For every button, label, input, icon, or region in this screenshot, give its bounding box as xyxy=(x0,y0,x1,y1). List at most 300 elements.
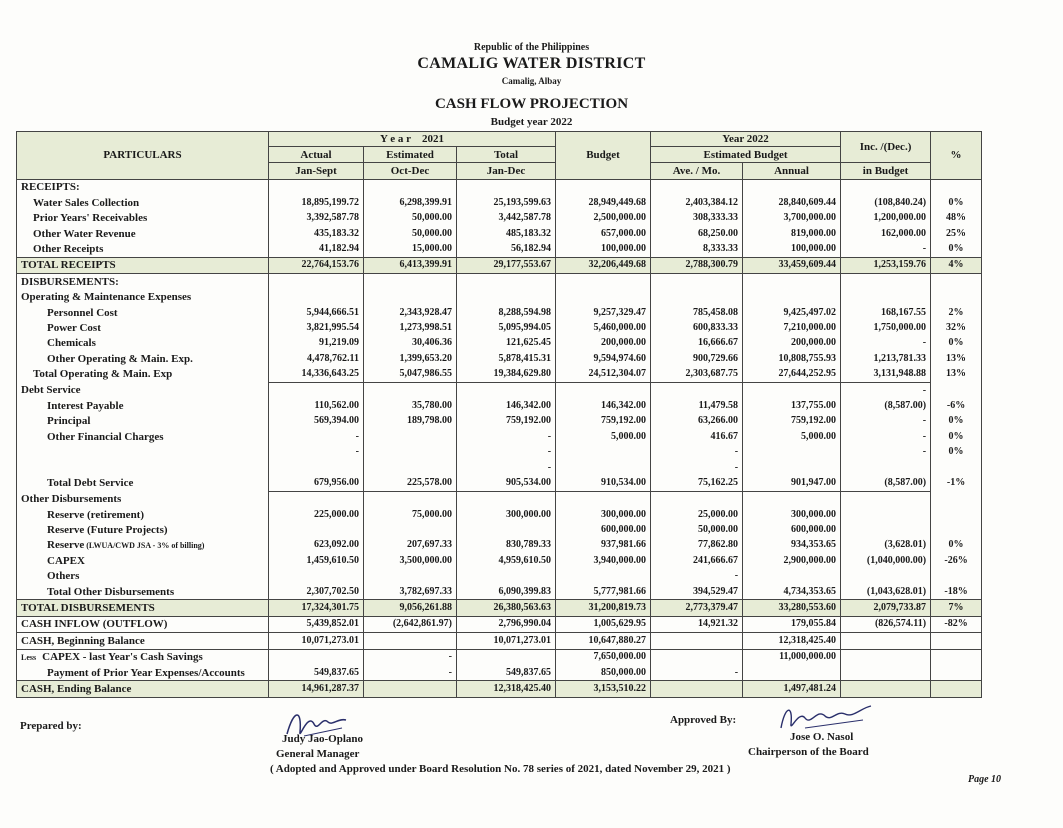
ave-mo-cell: 2,403,384.12 xyxy=(651,195,743,210)
row-label-text: Other Water Revenue xyxy=(33,227,136,240)
table-row xyxy=(17,351,982,366)
row-label xyxy=(17,429,269,444)
in-budget-header: in Budget xyxy=(841,163,931,179)
table-row xyxy=(17,649,982,665)
estimated-cell: 2,343,928.47 xyxy=(364,305,457,320)
table-row xyxy=(17,211,982,226)
inc-dec-cell: 1,200,000.00 xyxy=(841,211,931,226)
annual-cell: 819,000.00 xyxy=(743,226,841,241)
row-label xyxy=(17,366,269,382)
pct-header: % xyxy=(931,132,982,180)
row-label-text: Water Sales Collection xyxy=(33,196,140,209)
table-row xyxy=(17,398,982,413)
actual-cell: 41,182.94 xyxy=(269,241,364,257)
ave-mo-cell: 16,666.67 xyxy=(651,336,743,351)
annual-cell: 28,840,609.44 xyxy=(743,195,841,210)
actual-cell: 18,895,199.72 xyxy=(269,195,364,210)
budget-header: Budget xyxy=(556,132,651,180)
table-row xyxy=(17,444,982,459)
annual-cell: 7,210,000.00 xyxy=(743,320,841,335)
pct-cell xyxy=(931,179,982,195)
actual-cell xyxy=(269,491,364,507)
annual-cell xyxy=(743,444,841,459)
row-label xyxy=(17,569,269,584)
ave-mo-cell: - xyxy=(651,444,743,459)
budget-cell xyxy=(556,444,651,459)
row-label xyxy=(17,382,269,398)
annual-cell: 137,755.00 xyxy=(743,398,841,413)
estimated-cell: 6,298,399.91 xyxy=(364,195,457,210)
pct-cell xyxy=(931,382,982,398)
actual-header: Actual xyxy=(269,147,364,163)
row-label xyxy=(17,584,269,600)
budget-cell xyxy=(556,179,651,195)
inc-dec-cell: 1,213,781.33 xyxy=(841,351,931,366)
row-label-text: RECEIPTS: xyxy=(21,181,80,194)
actual-cell: 14,336,643.25 xyxy=(269,366,364,382)
pct-cell xyxy=(931,274,982,290)
annual-cell: 10,808,755.93 xyxy=(743,351,841,366)
table-row xyxy=(17,491,982,507)
approved-by-label: Approved By: xyxy=(670,714,737,726)
actual-cell xyxy=(269,179,364,195)
inc-dec-cell: (8,587.00) xyxy=(841,475,931,491)
actual-cell: 14,961,287.37 xyxy=(269,681,364,697)
estimated-cell xyxy=(364,569,457,584)
estimated-cell: 3,500,000.00 xyxy=(364,553,457,568)
table-row xyxy=(17,382,982,398)
total-cell: 5,878,415.31 xyxy=(457,351,556,366)
annual-cell: 759,192.00 xyxy=(743,414,841,429)
inc-dec-cell xyxy=(841,491,931,507)
annual-cell: 11,000,000.00 xyxy=(743,649,841,665)
total-cell: 830,789.33 xyxy=(457,538,556,553)
table-row xyxy=(17,290,982,305)
estimated-cell: 1,273,998.51 xyxy=(364,320,457,335)
actual-cell: - xyxy=(269,429,364,444)
actual-cell: 549,837.65 xyxy=(269,665,364,681)
pct-cell: 0% xyxy=(931,241,982,257)
budget-cell xyxy=(556,491,651,507)
row-label xyxy=(17,274,269,290)
estimated-cell: 3,782,697.33 xyxy=(364,584,457,600)
estimated-cell: 5,047,986.55 xyxy=(364,366,457,382)
row-label-text: Operating & Maintenance Expenses xyxy=(21,291,192,304)
inc-dec-cell: (826,574.11) xyxy=(841,616,931,632)
budget-cell: 5,777,981.66 xyxy=(556,584,651,600)
row-label-text: CAPEX xyxy=(47,554,85,567)
budget-cell: 31,200,819.73 xyxy=(556,600,651,616)
inc-dec-cell xyxy=(841,179,931,195)
actual-period-header: Jan-Sept xyxy=(269,163,364,179)
pct-cell: 25% xyxy=(931,226,982,241)
inc-dec-cell xyxy=(841,507,931,522)
row-label-text: DISBURSEMENTS: xyxy=(21,275,119,288)
pct-cell xyxy=(931,491,982,507)
row-label xyxy=(17,414,269,429)
inc-dec-cell xyxy=(841,681,931,697)
row-label xyxy=(17,226,269,241)
budget-cell: 28,949,449.68 xyxy=(556,195,651,210)
budget-cell: 5,460,000.00 xyxy=(556,320,651,335)
budget-cell: 10,647,880.27 xyxy=(556,633,651,649)
estimated-cell: (2,642,861.97) xyxy=(364,616,457,632)
estimated-cell xyxy=(364,290,457,305)
row-label xyxy=(17,491,269,507)
row-label xyxy=(17,320,269,335)
budget-cell: 100,000.00 xyxy=(556,241,651,257)
table-header xyxy=(17,132,982,180)
actual-cell: 5,439,852.01 xyxy=(269,616,364,632)
total-period-header: Jan-Dec xyxy=(457,163,556,179)
row-label-text: TOTAL RECEIPTS xyxy=(21,259,116,272)
row-label xyxy=(17,507,269,522)
ave-mo-cell: 241,666.67 xyxy=(651,553,743,568)
actual-cell: 3,392,587.78 xyxy=(269,211,364,226)
district-name: CAMALIG WATER DISTRICT xyxy=(417,55,646,72)
row-label-text: Total Debt Service xyxy=(47,477,134,490)
row-label-text: Reserve (retirement) xyxy=(47,508,145,521)
year-2021-label: Y e a r xyxy=(379,133,412,145)
actual-cell xyxy=(269,522,364,537)
estimated-cell: 75,000.00 xyxy=(364,507,457,522)
actual-cell: 569,394.00 xyxy=(269,414,364,429)
annual-cell xyxy=(743,569,841,584)
pct-cell: 0% xyxy=(931,195,982,210)
estimated-cell: 35,780.00 xyxy=(364,398,457,413)
total-cell xyxy=(457,179,556,195)
table-row xyxy=(17,681,982,697)
table-row xyxy=(17,274,982,290)
row-label-text: Reserve xyxy=(47,538,85,551)
row-label xyxy=(17,553,269,568)
budget-year: Budget year 2022 xyxy=(490,116,573,128)
ave-mo-cell: 416.67 xyxy=(651,429,743,444)
actual-cell xyxy=(269,649,364,665)
row-label xyxy=(17,538,269,553)
row-label-prefix: Less xyxy=(21,652,37,662)
table-row xyxy=(17,522,982,537)
annual-cell xyxy=(743,382,841,398)
inc-dec-cell: 162,000.00 xyxy=(841,226,931,241)
annual-cell: 9,425,497.02 xyxy=(743,305,841,320)
table-row xyxy=(17,195,982,210)
row-label-text: CASH, Beginning Balance xyxy=(21,634,145,647)
inc-dec-header: Inc. /(Dec.) xyxy=(841,132,931,163)
table-row xyxy=(17,600,982,616)
row-label xyxy=(17,616,269,632)
estimated-period-header: Oct-Dec xyxy=(364,163,457,179)
total-cell: 905,534.00 xyxy=(457,475,556,491)
estimated-cell: 9,056,261.88 xyxy=(364,600,457,616)
ave-mo-cell: 63,266.00 xyxy=(651,414,743,429)
row-label-text: Chemicals xyxy=(47,337,96,350)
table-row xyxy=(17,241,982,257)
row-label-text: Principal xyxy=(47,415,91,428)
row-label-text: Power Cost xyxy=(47,321,101,334)
pct-cell xyxy=(931,507,982,522)
budget-cell: 7,650,000.00 xyxy=(556,649,651,665)
actual-cell: 5,944,666.51 xyxy=(269,305,364,320)
total-cell: 25,193,599.63 xyxy=(457,195,556,210)
table-row xyxy=(17,460,982,475)
row-label xyxy=(17,336,269,351)
row-label xyxy=(17,649,269,665)
pct-cell xyxy=(931,290,982,305)
estimated-cell: 6,413,399.91 xyxy=(364,257,457,273)
ave-mo-cell: 900,729.66 xyxy=(651,351,743,366)
table-row xyxy=(17,320,982,335)
inc-dec-cell xyxy=(841,274,931,290)
estimated-cell xyxy=(364,274,457,290)
approver-name: Jose O. Nasol xyxy=(790,731,854,743)
estimated-cell xyxy=(364,429,457,444)
ave-mo-cell xyxy=(651,491,743,507)
pct-cell: -18% xyxy=(931,584,982,600)
budget-cell: 5,000.00 xyxy=(556,429,651,444)
estimated-header: Estimated xyxy=(364,147,457,163)
pct-cell: -82% xyxy=(931,616,982,632)
report-title: CASH FLOW PROJECTION xyxy=(434,96,629,112)
table-row xyxy=(17,569,982,584)
ave-mo-cell: 25,000.00 xyxy=(651,507,743,522)
row-label-note: (LWUA/CWD JSA - 3% of billing) xyxy=(84,540,205,550)
inc-dec-cell: 1,750,000.00 xyxy=(841,320,931,335)
budget-cell: 1,005,629.95 xyxy=(556,616,651,632)
pct-cell: -6% xyxy=(931,398,982,413)
inc-dec-cell: (1,040,000.00) xyxy=(841,553,931,568)
budget-cell: 600,000.00 xyxy=(556,522,651,537)
annual-cell: 33,280,553.60 xyxy=(743,600,841,616)
row-label-text: Others xyxy=(47,570,80,583)
adoption-note: ( Adopted and Approved under Board Resolution No. 78 series of 2021, dated November 29, 2021 ) xyxy=(270,763,731,775)
row-label-text: Interest Payable xyxy=(47,399,124,412)
annual-cell xyxy=(743,491,841,507)
ave-mo-cell: 2,788,300.79 xyxy=(651,257,743,273)
table-row xyxy=(17,179,982,195)
pct-cell xyxy=(931,633,982,649)
total-cell xyxy=(457,491,556,507)
total-cell: - xyxy=(457,444,556,459)
actual-cell: - xyxy=(269,444,364,459)
ave-mo-cell: 2,303,687.75 xyxy=(651,366,743,382)
row-label xyxy=(17,241,269,257)
actual-cell: 2,307,702.50 xyxy=(269,584,364,600)
total-cell: 549,837.65 xyxy=(457,665,556,681)
estimated-cell xyxy=(364,522,457,537)
inc-dec-cell xyxy=(841,633,931,649)
estimated-cell xyxy=(364,444,457,459)
annual-cell: 2,900,000.00 xyxy=(743,553,841,568)
actual-cell: 679,956.00 xyxy=(269,475,364,491)
estimated-cell: 30,406.36 xyxy=(364,336,457,351)
annual-cell: 200,000.00 xyxy=(743,336,841,351)
budget-cell: 146,342.00 xyxy=(556,398,651,413)
total-cell xyxy=(457,649,556,665)
table-row xyxy=(17,633,982,649)
budget-cell xyxy=(556,460,651,475)
inc-dec-cell: - xyxy=(841,382,931,398)
pct-cell xyxy=(931,569,982,584)
annual-cell: 12,318,425.40 xyxy=(743,633,841,649)
annual-header: Annual xyxy=(743,163,841,179)
budget-cell: 850,000.00 xyxy=(556,665,651,681)
row-label-text: CASH INFLOW (OUTFLOW) xyxy=(21,618,168,631)
table-row xyxy=(17,475,982,491)
total-cell: 485,183.32 xyxy=(457,226,556,241)
row-label-text: Payment of Prior Year Expenses/Accounts xyxy=(47,666,245,679)
budget-cell: 9,594,974.60 xyxy=(556,351,651,366)
annual-cell: 600,000.00 xyxy=(743,522,841,537)
page-number: Page 10 xyxy=(968,774,1002,785)
pct-cell: 32% xyxy=(931,320,982,335)
actual-cell: 17,324,301.75 xyxy=(269,600,364,616)
ave-mo-cell: 14,921.32 xyxy=(651,616,743,632)
actual-cell: 1,459,610.50 xyxy=(269,553,364,568)
total-header: Total xyxy=(457,147,556,163)
inc-dec-cell: - xyxy=(841,241,931,257)
ave-mo-cell: - xyxy=(651,569,743,584)
estimated-cell: 1,399,653.20 xyxy=(364,351,457,366)
table-row xyxy=(17,414,982,429)
annual-cell: 300,000.00 xyxy=(743,507,841,522)
actual-cell: 3,821,995.54 xyxy=(269,320,364,335)
actual-cell: 225,000.00 xyxy=(269,507,364,522)
republic-line: Republic of the Philippines xyxy=(473,42,590,53)
row-label-text: Prior Years' Receivables xyxy=(33,212,148,225)
estimated-cell: 225,578.00 xyxy=(364,475,457,491)
ave-mo-cell: 8,333.33 xyxy=(651,241,743,257)
prepared-by-label: Prepared by: xyxy=(20,720,82,732)
ave-mo-cell: 785,458.08 xyxy=(651,305,743,320)
total-cell: 6,090,399.83 xyxy=(457,584,556,600)
pct-cell xyxy=(931,681,982,697)
actual-cell xyxy=(269,569,364,584)
ave-mo-cell: - xyxy=(651,665,743,681)
pct-cell: 0% xyxy=(931,414,982,429)
inc-dec-cell xyxy=(841,522,931,537)
inc-dec-cell xyxy=(841,460,931,475)
table-row xyxy=(17,616,982,632)
pct-cell: 0% xyxy=(931,444,982,459)
pct-cell: 48% xyxy=(931,211,982,226)
inc-dec-cell: 3,131,948.88 xyxy=(841,366,931,382)
total-cell: 2,796,990.04 xyxy=(457,616,556,632)
budget-cell xyxy=(556,382,651,398)
approver-title: Chairperson of the Board xyxy=(748,746,869,758)
total-cell: 300,000.00 xyxy=(457,507,556,522)
row-label xyxy=(17,398,269,413)
total-cell: 4,959,610.50 xyxy=(457,553,556,568)
annual-cell: 100,000.00 xyxy=(743,241,841,257)
ave-mo-cell: 394,529.47 xyxy=(651,584,743,600)
total-cell: 56,182.94 xyxy=(457,241,556,257)
ave-mo-cell xyxy=(651,274,743,290)
total-cell xyxy=(457,569,556,584)
total-cell: 759,192.00 xyxy=(457,414,556,429)
row-label xyxy=(17,290,269,305)
row-label-text: Other Operating & Main. Exp. xyxy=(47,352,193,365)
ave-mo-cell: 308,333.33 xyxy=(651,211,743,226)
row-label-text: Other Disbursements xyxy=(21,493,122,506)
row-label xyxy=(17,351,269,366)
row-label xyxy=(17,305,269,320)
total-cell: 3,442,587.78 xyxy=(457,211,556,226)
row-label xyxy=(17,665,269,681)
total-cell xyxy=(457,290,556,305)
budget-cell xyxy=(556,290,651,305)
budget-cell: 910,534.00 xyxy=(556,475,651,491)
estimated-cell xyxy=(364,681,457,697)
ave-mo-cell: 77,862.80 xyxy=(651,538,743,553)
estimated-cell xyxy=(364,491,457,507)
table-row xyxy=(17,366,982,382)
annual-cell xyxy=(743,274,841,290)
estimated-cell: 189,798.00 xyxy=(364,414,457,429)
table-row xyxy=(17,226,982,241)
row-label xyxy=(17,444,269,459)
ave-mo-header: Ave. / Mo. xyxy=(651,163,743,179)
ave-mo-cell xyxy=(651,633,743,649)
particulars-header: PARTICULARS xyxy=(17,132,269,180)
ave-mo-cell: 75,162.25 xyxy=(651,475,743,491)
table-row xyxy=(17,305,982,320)
estimated-cell: 15,000.00 xyxy=(364,241,457,257)
total-cell xyxy=(457,382,556,398)
row-label xyxy=(17,633,269,649)
inc-dec-cell: (8,587.00) xyxy=(841,398,931,413)
estimated-cell: - xyxy=(364,649,457,665)
annual-cell xyxy=(743,460,841,475)
total-cell: 29,177,553.67 xyxy=(457,257,556,273)
row-label-text: Debt Service xyxy=(21,384,81,397)
budget-cell: 3,940,000.00 xyxy=(556,553,651,568)
estimated-cell: 50,000.00 xyxy=(364,211,457,226)
ave-mo-cell xyxy=(651,681,743,697)
total-cell xyxy=(457,522,556,537)
budget-cell xyxy=(556,274,651,290)
budget-cell: 657,000.00 xyxy=(556,226,651,241)
pct-cell: -26% xyxy=(931,553,982,568)
inc-dec-cell: 2,079,733.87 xyxy=(841,600,931,616)
pct-cell xyxy=(931,522,982,537)
year-2022-header: Year 2022 xyxy=(651,132,841,147)
actual-cell xyxy=(269,290,364,305)
ave-mo-cell xyxy=(651,382,743,398)
estimated-budget-header: Estimated Budget xyxy=(651,147,841,163)
ave-mo-cell: 68,250.00 xyxy=(651,226,743,241)
actual-cell: 435,183.32 xyxy=(269,226,364,241)
table-row xyxy=(17,507,982,522)
table-row xyxy=(17,553,982,568)
pct-cell: 0% xyxy=(931,538,982,553)
row-label-text: Reserve (Future Projects) xyxy=(47,524,168,537)
total-cell: 10,071,273.01 xyxy=(457,633,556,649)
annual-cell xyxy=(743,290,841,305)
pct-cell: 0% xyxy=(931,336,982,351)
total-cell: 146,342.00 xyxy=(457,398,556,413)
estimated-cell xyxy=(364,382,457,398)
table-row xyxy=(17,665,982,681)
year-2021-header xyxy=(269,132,556,147)
inc-dec-cell xyxy=(841,665,931,681)
budget-cell: 9,257,329.47 xyxy=(556,305,651,320)
row-label xyxy=(17,600,269,616)
budget-cell: 200,000.00 xyxy=(556,336,651,351)
pct-cell xyxy=(931,649,982,665)
actual-cell: 110,562.00 xyxy=(269,398,364,413)
estimated-cell: 207,697.33 xyxy=(364,538,457,553)
